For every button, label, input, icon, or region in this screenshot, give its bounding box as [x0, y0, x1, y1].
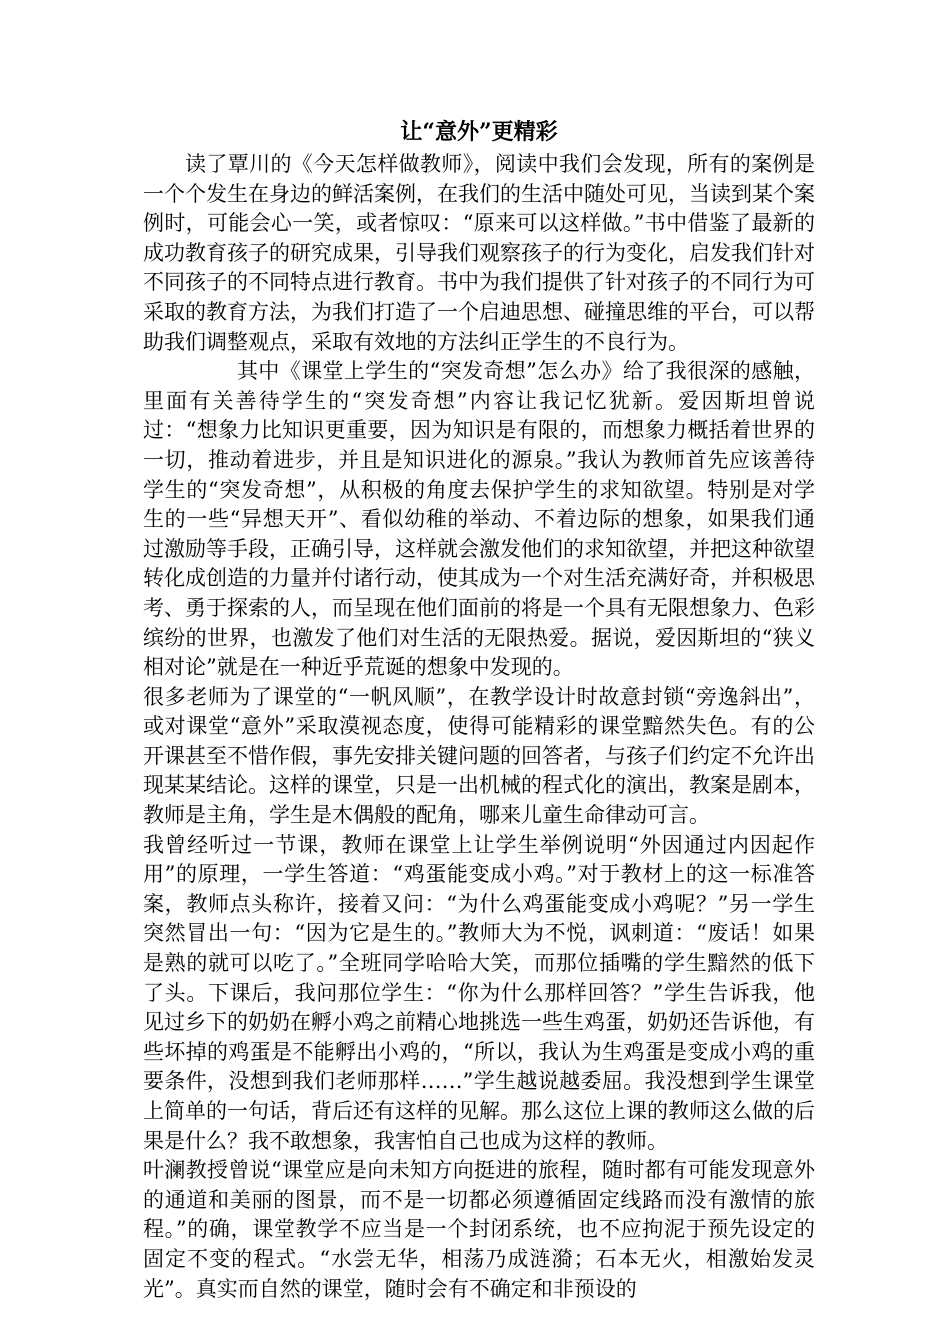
paragraph-3: 很多老师为了课堂的“一帆风顺”，在教学设计时故意封锁“旁逸斜出”，或对课堂“意外”采取漠视态度，使得可能精彩的课堂黯然失色。有的公开课甚至不惜作假，事先安排关键问题的回答者，与孩子们约定不允许出现某某结论。这样的课堂，只是一出机械的程式化的演出，教案是剧本，教师是主角，学生是木偶般的配角，哪来儿童生命律动可言。 — [143, 684, 815, 828]
paragraph-1: 读了覃川的《今天怎样做教师》，阅读中我们会发现，所有的案例是一个个发生在身边的鲜活案例，在我们的生活中随处可见，当读到某个案例时，可能会心一笑，或者惊叹：“原来可以这样做。”书中借鉴了最新的成功教育孩子的研究成果，引导我们观察孩子的行为变化，启发我们针对不同孩子的不同特点进行教育。书中为我们提供了针对孩子的不同行为可采取的教育方法，为我们打造了一个启迪思想、碰撞思维的平台，可以帮助我们调整观点，采取有效地的方法纠正学生的不良行为。 — [143, 152, 815, 354]
paragraph-4: 我曾经听过一节课，教师在课堂上让学生举例说明“外因通过内因起作用”的原理，一学生答道：“鸡蛋能变成小鸡。”对于教材上的这一标准答案，教师点头称许，接着又问：“为什么鸡蛋能变成小鸡呢？”另一学生突然冒出一句：“因为它是生的。”教师大为不悦，讽刺道：“废话！如果是熟的就可以吃了。”全班同学哈哈大笑，而那位插嘴的学生黯然的低下了头。下课后，我问那位学生：“你为什么那样回答？”学生告诉我，他见过乡下的奶奶在孵小鸡之前精心地挑选一些生鸡蛋，奶奶还告诉他，有些坏掉的鸡蛋是不能孵出小鸡的，“所以，我认为生鸡蛋是变成小鸡的重要条件，没想到我们老师那样……”学生越说越委屈。我没想到学生课堂上简单的一句话，背后还有这样的见解。那么这位上课的教师这么做的后果是什么？我不敢想象，我害怕自己也成为这样的教师。 — [143, 832, 815, 1153]
document-title: 让“意外”更精彩 — [400, 119, 558, 145]
document-page — [143, 118, 815, 1304]
paragraph-2: 其中《课堂上学生的“突发奇想”怎么办》给了我很深的感触，里面有关善待学生的“突发奇想”内容让我记忆犹新。爱因斯坦曾说过：“想象力比知识更重要，因为知识是有限的，而想象力概括着世界的一切，推动着进步，并且是知识进化的源泉。”我认为教师首先应该善待学生的“突发奇想”，从积极的角度去保护学生的求知欲望。特别是对学生的一些“异想天开”、看似幼稚的举动、不着边际的想象，如果我们通过激励等手段，正确引导，这样就会激发他们的求知欲望，并把这种欲望转化成创造的力量并付诸行动，使其成为一个对生活充满好奇，并积极思考、勇于探索的人，而呈现在他们面前的将是一个具有无限想象力、色彩缤纷的世界，也激发了他们对生活的无限热爱。据说，爱因斯坦的“狭义相对论”就是在一种近乎荒诞的想象中发现的。 — [143, 359, 815, 680]
paragraph-5: 叶澜教授曾说“课堂应是向未知方向挺进的旅程，随时都有可能发现意外的通道和美丽的图景，而不是一切都必须遵循固定线路而没有激情的旅程。”的确，课堂教学不应当是一个封闭系统，也不应拘泥于预先设定的固定不变的程式。“水尝无华，相荡乃成涟漪；石本无火，相激始发灵光”。真实而自然的课堂，随时会有不确定和非预设的 — [143, 1158, 815, 1301]
